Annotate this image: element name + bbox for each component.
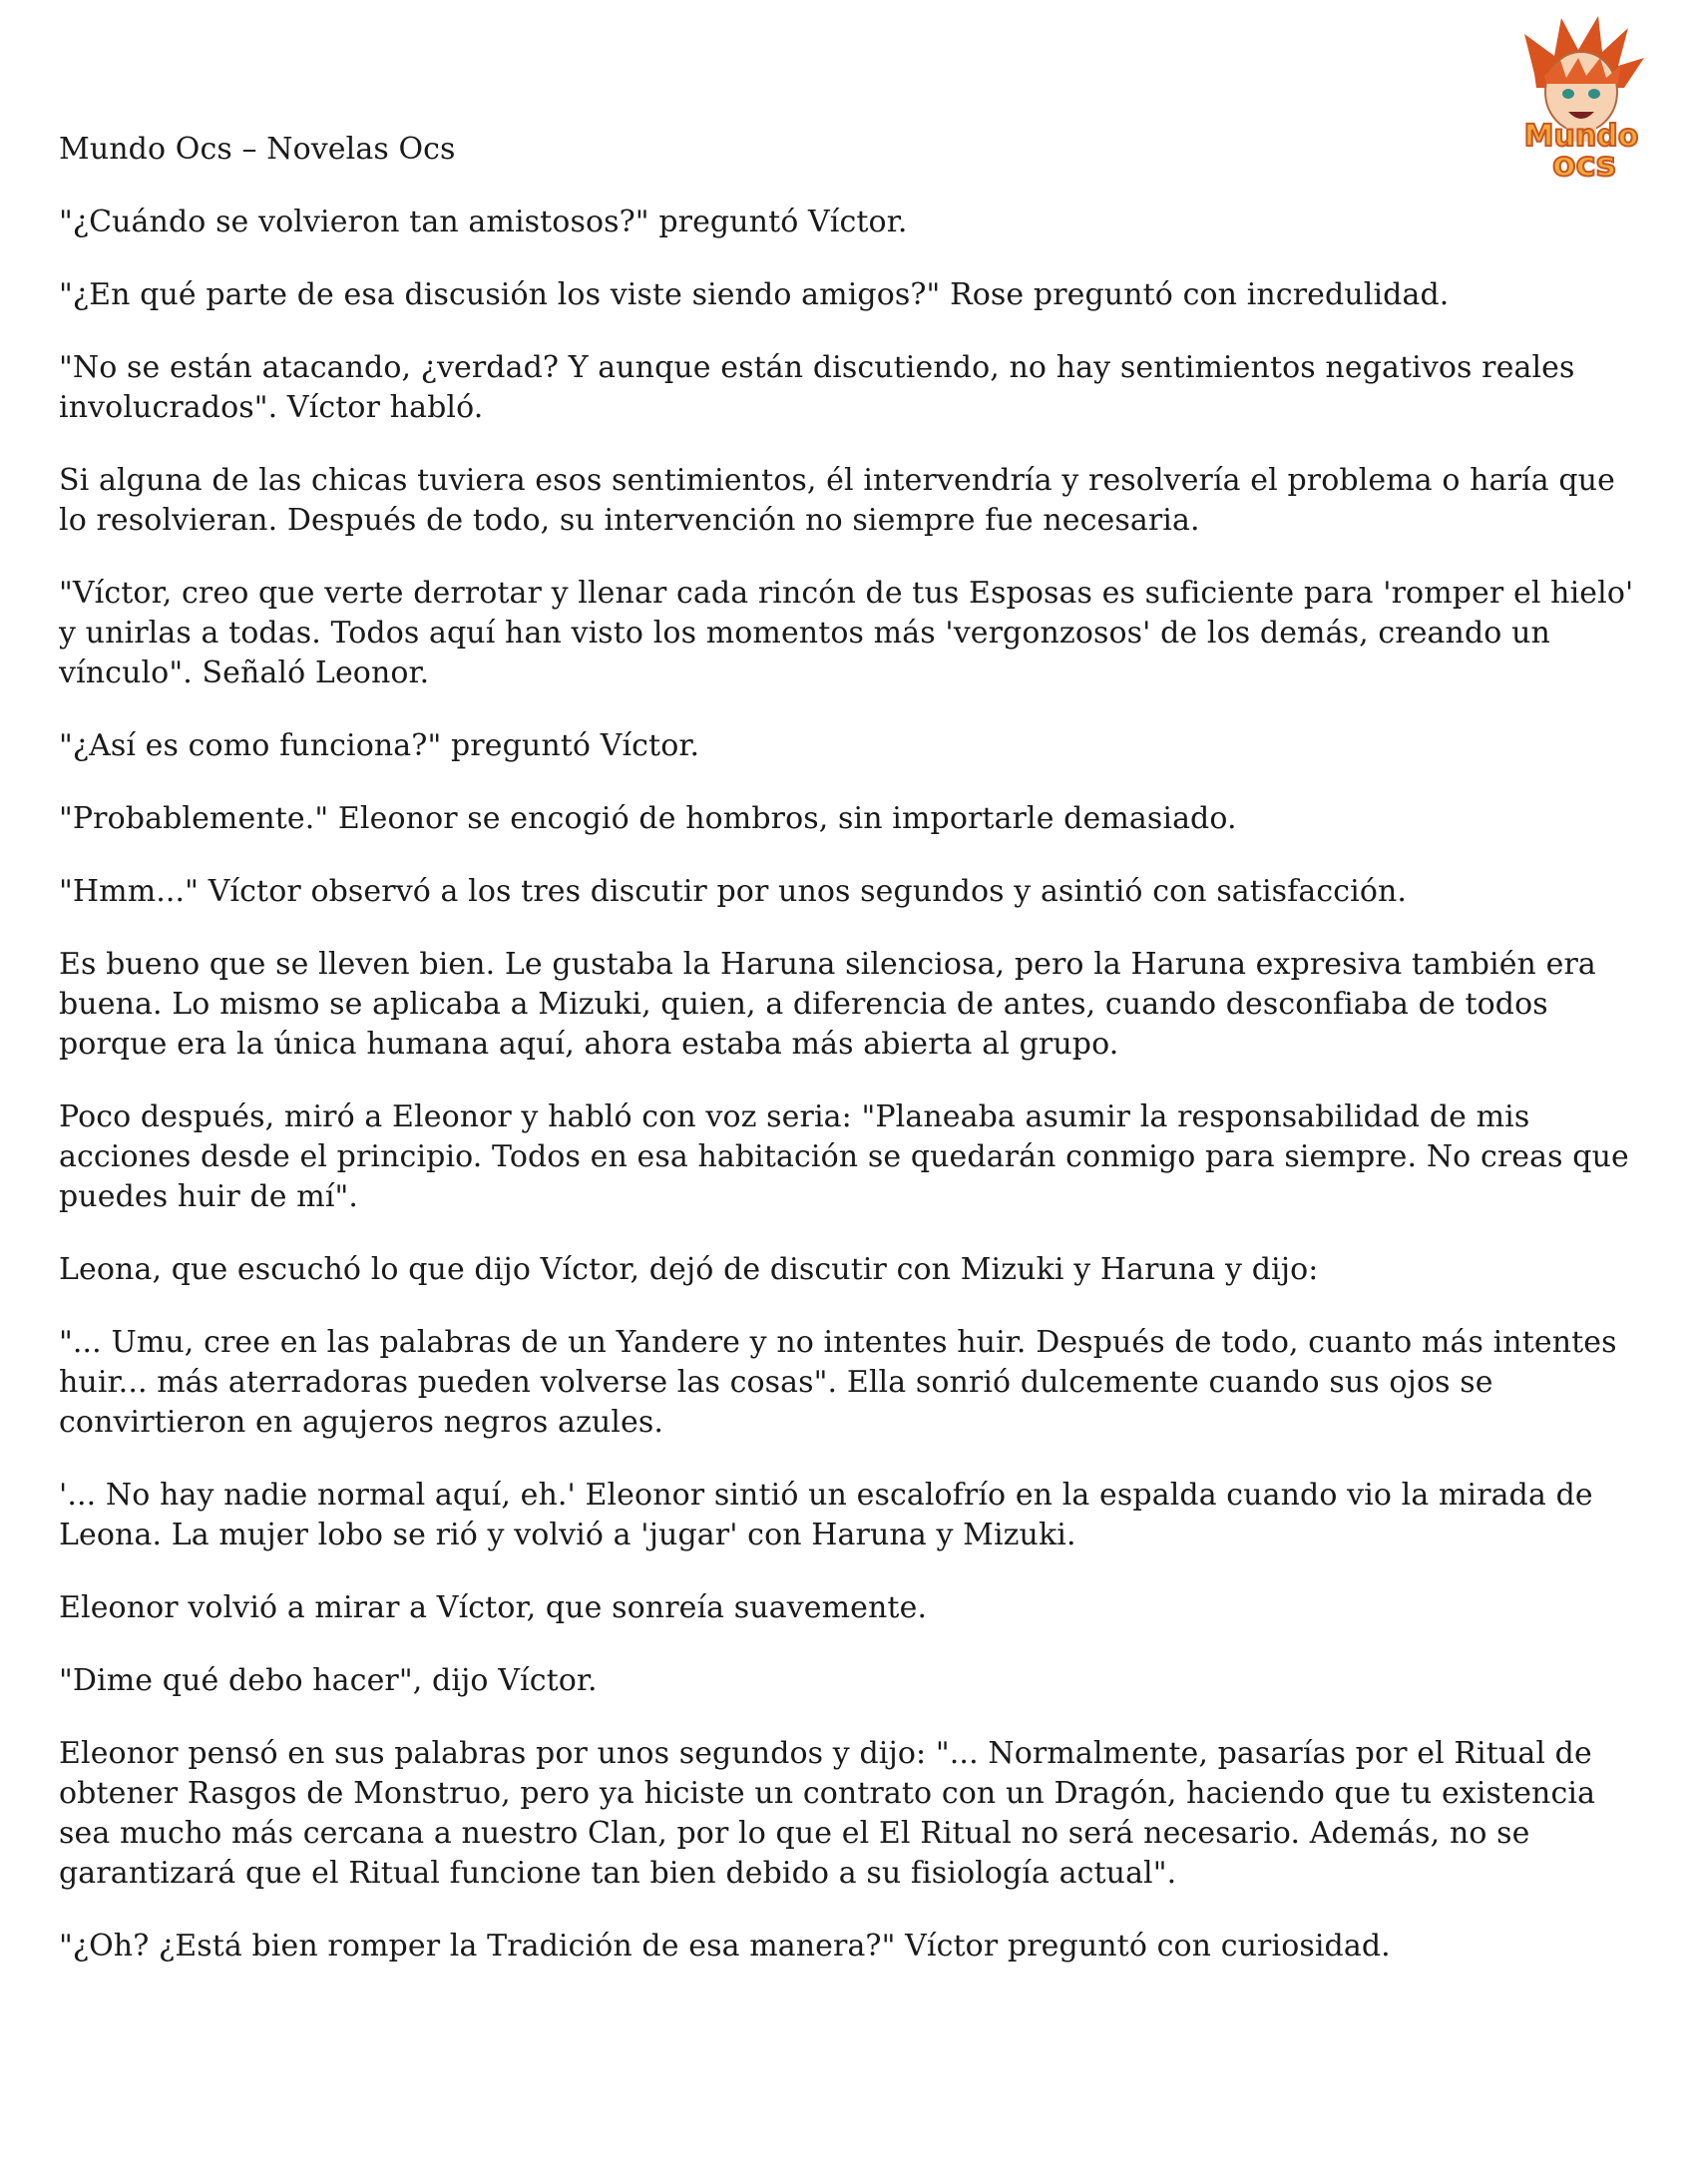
logo-text-line1: Mundo xyxy=(1523,119,1639,154)
paragraph: "¿Así es como funciona?" preguntó Víctor. xyxy=(59,728,700,763)
paragraph: Eleonor volvió a mirar a Víctor, que sonreía suavemente. xyxy=(59,1590,928,1625)
paragraph: "¿En qué parte de esa discusión los viste siendo amigos?" Rose preguntó con incredulidad. xyxy=(59,277,1450,312)
paragraph: Es bueno que se lleven bien. Le gustaba la Haruna silenciosa, pero la Haruna expresiva también era buena. Lo mismo se aplicaba a Mizuki, quien, a diferencia de antes, cuando desconfiaba de todos porque era la única humana aquí, ahora estaba más abierta al grupo. xyxy=(59,947,1596,1062)
page-header-title: Mundo Ocs – Novelas Ocs xyxy=(59,132,456,167)
paragraph: Eleonor pensó en sus palabras por unos segundos y dijo: "... Normalmente, pasarías por el Ritual de obtener Rasgos de Monstruo, pero ya hiciste un contrato con un Dragón, haciendo que tu existencia sea mucho más cercana a nuestro Clan, por lo que el El Ritual no será necesario. Además, no se garantizará que el Ritual funcione tan bien debido a su fisiología actual". xyxy=(59,1736,1596,1891)
paragraph: "Dime qué debo hacer", dijo Víctor. xyxy=(59,1663,598,1698)
paragraph: Poco después, miró a Eleonor y habló con voz seria: "Planeaba asumir la responsabilidad de mis acciones desde el principio. Todos en esa habitación se quedarán conmigo para siempre. No creas que puedes huir de mí". xyxy=(59,1099,1629,1214)
paragraph: "Probablemente." Eleonor se encogió de hombros, sin importarle demasiado. xyxy=(59,801,1237,836)
paragraph: "¿Cuándo se volvieron tan amistosos?" preguntó Víctor. xyxy=(59,205,908,239)
paragraph: "Víctor, creo que verte derrotar y llenar cada rincón de tus Esposas es suficiente para 'romper el hielo' y unirlas a todas. Todos aquí han visto los momentos más 'vergonzosos' de los demás, creando un vínculo". Señaló Leonor. xyxy=(59,576,1634,690)
paragraph: "¿Oh? ¿Está bien romper la Tradición de esa manera?" Víctor preguntó con curiosidad. xyxy=(59,1929,1391,1964)
logo-eye-right xyxy=(1588,89,1600,99)
paragraph: "Hmm..." Víctor observó a los tres discutir por unos segundos y asintió con satisfacción. xyxy=(59,874,1408,909)
paragraph: "No se están atacando, ¿verdad? Y aunque están discutiendo, no hay sentimientos negativos reales involucrados". Víctor habló. xyxy=(59,350,1575,425)
document-body xyxy=(59,130,1635,1999)
paragraph: '... No hay nadie normal aquí, eh.' Eleonor sintió un escalofrío en la espalda cuando vio la mirada de Leona. La mujer lobo se rió y volvió a 'jugar' con Haruna y Mizuki. xyxy=(59,1478,1593,1552)
logo-text-line2: ocs xyxy=(1552,145,1616,182)
logo-eye-left xyxy=(1562,89,1574,99)
paragraph: Leona, que escuchó lo que dijo Víctor, dejó de discutir con Mizuki y Haruna y dijo: xyxy=(59,1252,1319,1287)
paragraph: Si alguna de las chicas tuviera esos sentimientos, él intervendría y resolvería el problema o haría que lo resolvieran. Después de todo, su intervención no siempre fue necesaria. xyxy=(59,463,1615,538)
paragraph: "... Umu, cree en las palabras de un Yandere y no intentes huir. Después de todo, cuanto más intentes huir... más aterradoras pueden volverse las cosas". Ella sonrió dulcemente cuando sus ojos se convirtieron en agujeros negros azules. xyxy=(59,1325,1617,1440)
